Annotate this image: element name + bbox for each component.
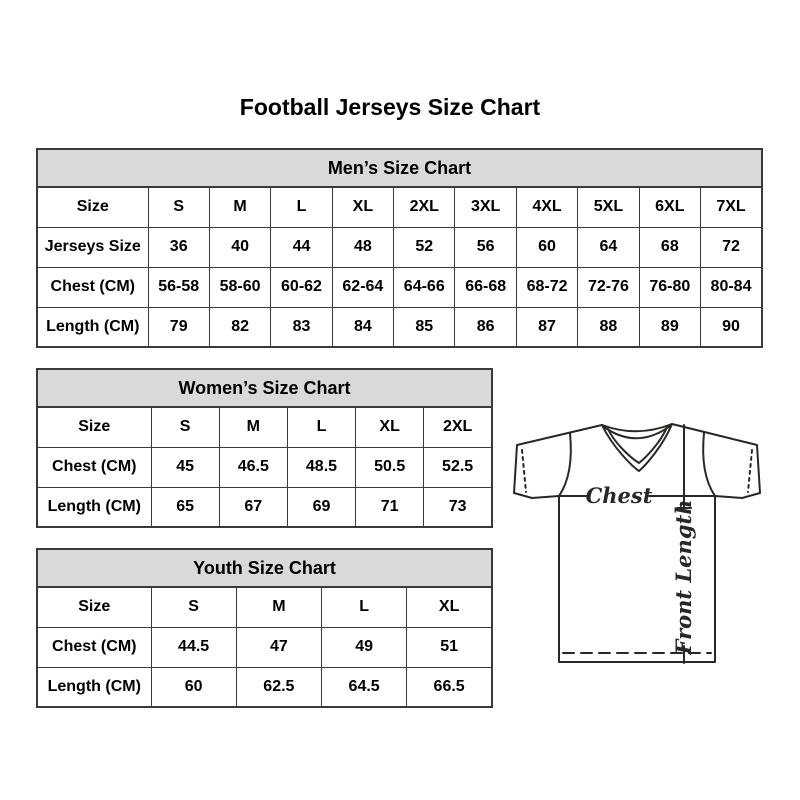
size-value-cell: 48.5 — [287, 447, 355, 487]
size-value-cell: 68-72 — [516, 267, 577, 307]
size-value-cell: 66-68 — [455, 267, 516, 307]
size-value-cell: L — [271, 187, 332, 227]
jersey-left-cuff-stitch-line — [522, 450, 526, 492]
size-value-cell: 56 — [455, 227, 516, 267]
table-header-row — [37, 369, 492, 407]
size-value-cell: 49 — [322, 627, 407, 667]
size-value-cell: XL — [356, 407, 424, 447]
size-value-cell: 84 — [332, 307, 393, 347]
size-value-cell: 72-76 — [578, 267, 639, 307]
row-label-cell: Length (CM) — [37, 307, 148, 347]
size-value-cell: 60 — [516, 227, 577, 267]
front-length-label: Front Length — [671, 499, 696, 655]
size-value-cell: 67 — [219, 487, 287, 527]
size-value-cell: 64-66 — [394, 267, 455, 307]
youth-table-title: Youth Size Chart — [37, 549, 492, 587]
row-label-cell: Jerseys Size — [37, 227, 148, 267]
table-row — [37, 227, 762, 267]
size-value-cell: 51 — [407, 627, 492, 667]
size-value-cell: 90 — [701, 307, 762, 347]
size-value-cell: 52 — [394, 227, 455, 267]
size-value-cell: 4XL — [516, 187, 577, 227]
size-value-cell: 83 — [271, 307, 332, 347]
row-label-cell: Size — [37, 187, 148, 227]
table-row — [37, 447, 492, 487]
size-value-cell: 65 — [151, 487, 219, 527]
size-value-cell: M — [209, 187, 270, 227]
mens-size-table — [36, 148, 763, 348]
size-value-cell: 68 — [639, 227, 700, 267]
size-value-cell: XL — [407, 587, 492, 627]
table-row — [37, 487, 492, 527]
size-value-cell: 44 — [271, 227, 332, 267]
table-row — [37, 187, 762, 227]
size-value-cell: 69 — [287, 487, 355, 527]
size-value-cell: L — [287, 407, 355, 447]
size-value-cell: 56-58 — [148, 267, 209, 307]
table-row — [37, 267, 762, 307]
table-header-row — [37, 549, 492, 587]
size-value-cell: S — [151, 407, 219, 447]
size-value-cell: 5XL — [578, 187, 639, 227]
row-label-cell: Length (CM) — [37, 667, 151, 707]
size-value-cell: 36 — [148, 227, 209, 267]
size-value-cell: 45 — [151, 447, 219, 487]
page-title: Football Jerseys Size Chart — [239, 94, 541, 120]
size-value-cell: 40 — [209, 227, 270, 267]
size-value-cell: 3XL — [455, 187, 516, 227]
jersey-right-cuff-stitch-line — [748, 450, 752, 492]
table-row — [37, 307, 762, 347]
size-value-cell: 2XL — [424, 407, 492, 447]
size-value-cell: 44.5 — [151, 627, 236, 667]
size-value-cell: 88 — [578, 307, 639, 347]
row-label-cell: Size — [37, 407, 151, 447]
size-value-cell: 62.5 — [236, 667, 321, 707]
size-value-cell: S — [148, 187, 209, 227]
jersey-right-armhole-seam — [703, 433, 715, 496]
size-value-cell: 7XL — [701, 187, 762, 227]
size-value-cell: 60-62 — [271, 267, 332, 307]
size-value-cell: 46.5 — [219, 447, 287, 487]
jersey-left-armhole-seam — [559, 433, 571, 496]
size-value-cell: 52.5 — [424, 447, 492, 487]
size-value-cell: 47 — [236, 627, 321, 667]
size-value-cell: 62-64 — [332, 267, 393, 307]
womens-table-title: Women’s Size Chart — [37, 369, 492, 407]
size-value-cell: 86 — [455, 307, 516, 347]
size-value-cell: 76-80 — [639, 267, 700, 307]
size-value-cell: XL — [332, 187, 393, 227]
table-header-row — [37, 149, 762, 187]
size-value-cell: 89 — [639, 307, 700, 347]
table-row — [37, 667, 492, 707]
size-value-cell: L — [322, 587, 407, 627]
size-value-cell: 71 — [356, 487, 424, 527]
size-value-cell: 79 — [148, 307, 209, 347]
size-value-cell: 85 — [394, 307, 455, 347]
size-value-cell: 64 — [578, 227, 639, 267]
size-value-cell: M — [219, 407, 287, 447]
size-value-cell: 48 — [332, 227, 393, 267]
chest-label: Chest — [585, 483, 653, 508]
table-row — [37, 587, 492, 627]
size-value-cell: 72 — [701, 227, 762, 267]
size-value-cell: M — [236, 587, 321, 627]
size-value-cell: 50.5 — [356, 447, 424, 487]
size-value-cell: 82 — [209, 307, 270, 347]
size-value-cell: 64.5 — [322, 667, 407, 707]
size-value-cell: 60 — [151, 667, 236, 707]
mens-table-title: Men’s Size Chart — [37, 149, 762, 187]
size-value-cell: 58-60 — [209, 267, 270, 307]
size-value-cell: 2XL — [394, 187, 455, 227]
womens-size-table — [36, 368, 493, 528]
size-value-cell: 80-84 — [701, 267, 762, 307]
size-value-cell: 66.5 — [407, 667, 492, 707]
row-label-cell: Length (CM) — [37, 487, 151, 527]
jersey-right-sleeve-outline — [672, 424, 760, 498]
jersey-collar-top-arc — [602, 424, 672, 431]
table-row — [37, 627, 492, 667]
size-value-cell: 87 — [516, 307, 577, 347]
jersey-measurement-diagram — [503, 406, 773, 674]
row-label-cell: Chest (CM) — [37, 267, 148, 307]
table-row — [37, 407, 492, 447]
row-label-cell: Size — [37, 587, 151, 627]
size-value-cell: 6XL — [639, 187, 700, 227]
size-value-cell: 73 — [424, 487, 492, 527]
row-label-cell: Chest (CM) — [37, 627, 151, 667]
row-label-cell: Chest (CM) — [37, 447, 151, 487]
youth-size-table — [36, 548, 493, 708]
size-value-cell: S — [151, 587, 236, 627]
